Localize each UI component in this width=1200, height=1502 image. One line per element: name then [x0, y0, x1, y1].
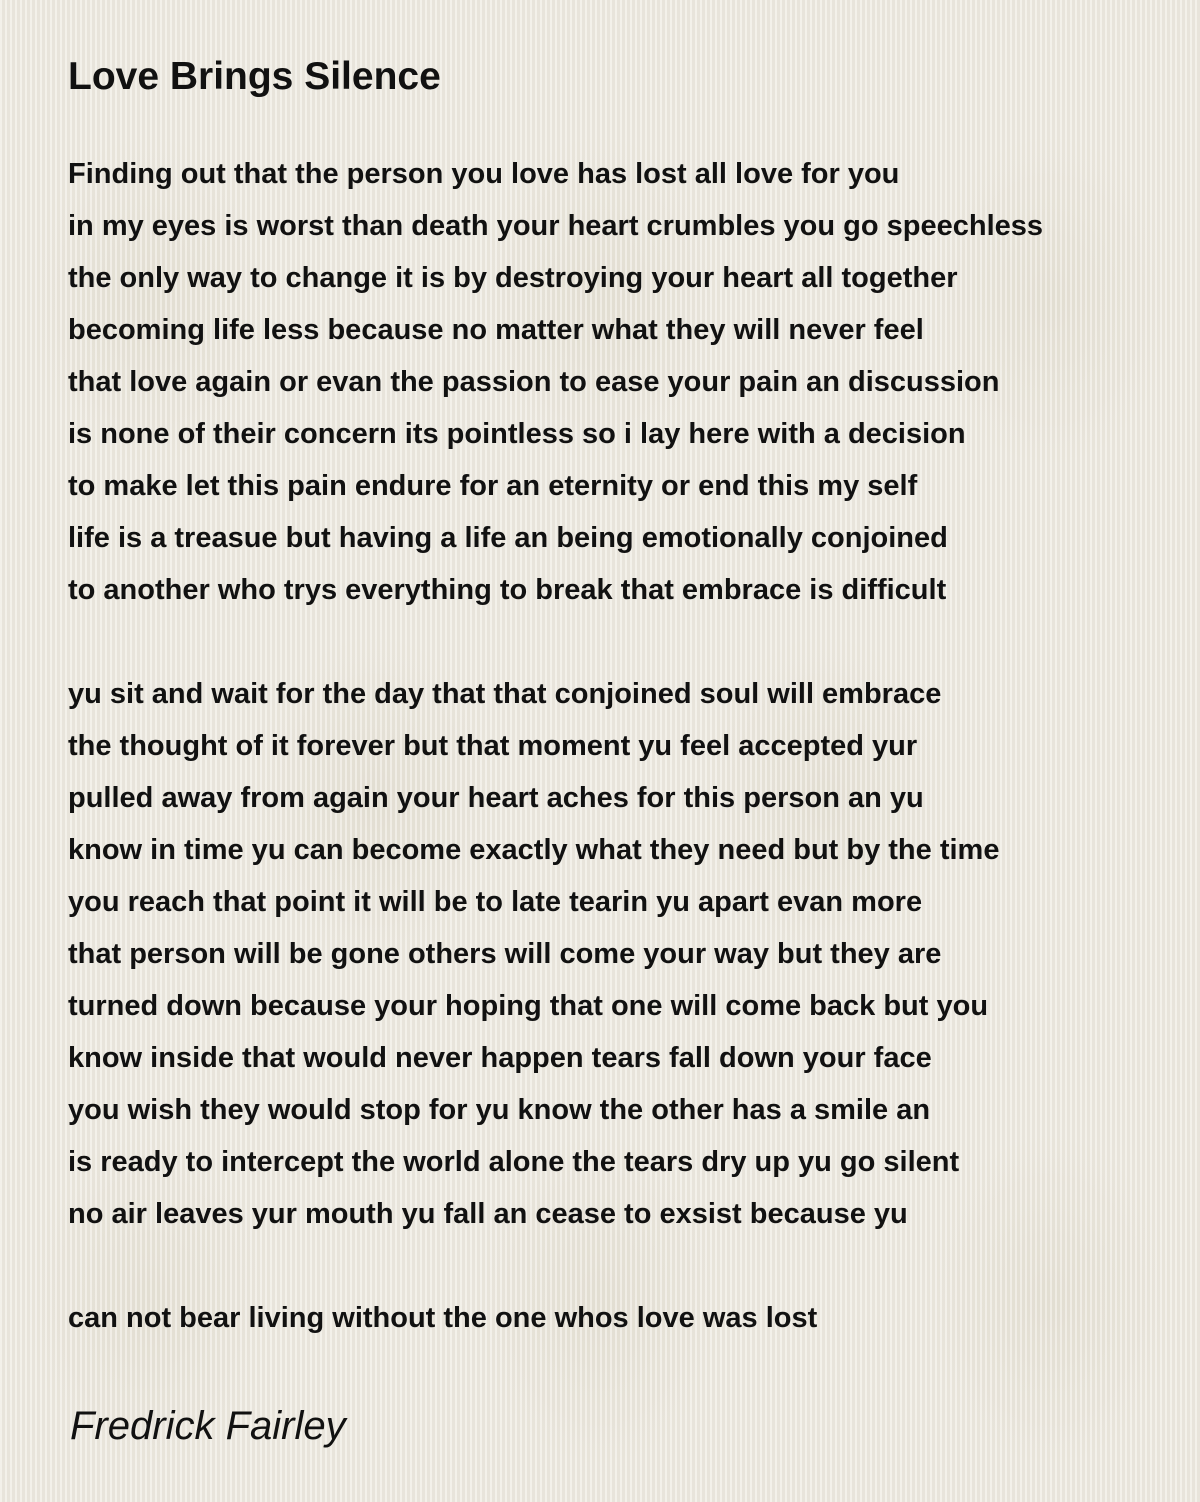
poem-line: to make let this pain endure for an eternity or end this my self	[68, 470, 918, 502]
poem-line: no air leaves yur mouth yu fall an cease to exsist because yu	[68, 1198, 908, 1230]
poem-line: to another who trys everything to break that embrace is difficult	[68, 574, 947, 606]
poem-line: life is a treasue but having a life an being emotionally conjoined	[68, 522, 948, 554]
poem-line: Finding out that the person you love has lost all love for you	[68, 158, 900, 190]
author-name: Fredrick Fairley	[70, 1404, 346, 1448]
poem-line: that love again or evan the passion to ease your pain an discussion	[68, 366, 1000, 398]
poem-line: you reach that point it will be to late tearin yu apart evan more	[68, 886, 923, 918]
poem-line: is ready to intercept the world alone the tears dry up yu go silent	[68, 1146, 960, 1178]
poem-line: know inside that would never happen tears fall down your face	[68, 1042, 932, 1074]
stanza-1	[68, 148, 1043, 616]
stanza-3	[68, 1292, 817, 1344]
poem-line: the only way to change it is by destroying your heart all together	[68, 262, 958, 294]
poem-line: in my eyes is worst than death your heart crumbles you go speechless	[68, 210, 1044, 242]
poem-line: the thought of it forever but that moment yu feel accepted yur	[68, 730, 918, 762]
poem-line: pulled away from again your heart aches for this person an yu	[68, 782, 924, 814]
poem-line: know in time yu can become exactly what they need but by the time	[68, 834, 1000, 866]
poem-line: is none of their concern its pointless so i lay here with a decision	[68, 418, 966, 450]
poem-line: you wish they would stop for yu know the other has a smile an	[68, 1094, 931, 1126]
poem-line: turned down because your hoping that one will come back but you	[68, 990, 989, 1022]
poem-line: becoming life less because no matter what they will never feel	[68, 314, 924, 346]
poem-line: can not bear living without the one whos love was lost	[68, 1302, 818, 1334]
stanza-2	[68, 668, 999, 1240]
poem-line: that person will be gone others will come your way but they are	[68, 938, 942, 970]
poem-title: Love Brings Silence	[68, 55, 441, 98]
poem-line: yu sit and wait for the day that that conjoined soul will embrace	[68, 678, 942, 710]
